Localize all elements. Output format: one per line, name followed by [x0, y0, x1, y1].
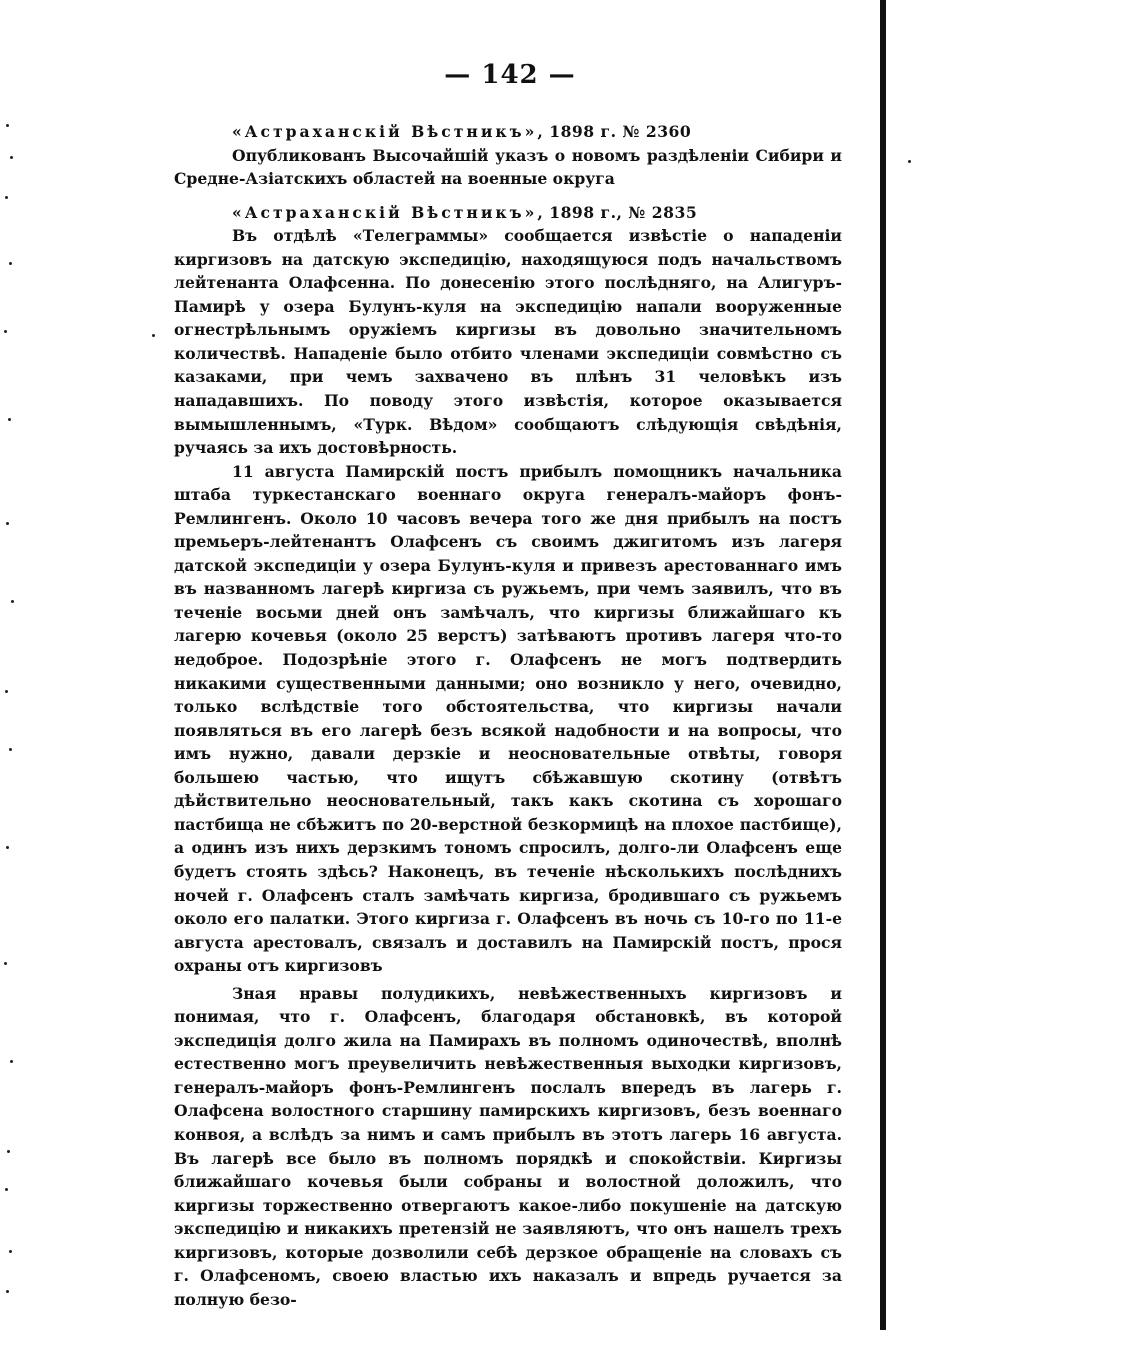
scan-speck: [5, 690, 8, 693]
source-line: [174, 120, 842, 144]
page-number: — 142 —: [444, 60, 576, 90]
source-line: [174, 201, 842, 225]
scan-speck: [4, 962, 7, 965]
scan-speck: [5, 1188, 8, 1191]
scan-speck: [8, 418, 11, 421]
paragraph: Въ отдѣлѣ «Телеграммы» сообщается извѣстіе о нападеніи киргизовъ на датскую экспедицію, находящуюся подъ начальствомъ лейтенанта Олафсенна. По донесенію этого послѣдняго, на Алигуръ-Памирѣ у озера Булунъ-куля на экспедицію напали вооруженные огнестрѣльнымъ оружіемъ киргизы въ довольно значительномъ количествѣ. Нападеніе было отбито членами экспедиціи совмѣстно съ казаками, при чемъ захвачено въ плѣнъ 31 человѣкъ изъ нападавшихъ. По поводу этого извѣстія, которое оказывается вымышленнымъ, «Турк. Вѣдом» сообщаютъ слѣдующія свѣдѣнія, ручаясь за ихъ достовѣрность.: [174, 226, 842, 458]
scan-speck: [10, 1060, 13, 1063]
scan-speck: [7, 1150, 10, 1153]
scan-speck: [9, 262, 12, 265]
scan-speck: [11, 600, 14, 603]
scan-speck: [6, 1290, 9, 1293]
paragraph: 11 августа Памирскій постъ прибылъ помощникъ начальника штаба туркестанскаго военнаго округа генералъ-майоръ фонъ-Ремлингенъ. Около 10 часовъ вечера того же дня прибылъ на постъ премьеръ-лейтенантъ Олафсенъ съ своимъ джигитомъ изъ лагеря датской экспедиціи у озера Булунъ-куля и привезъ арестованнаго имъ въ названномъ лагерѣ киргиза съ ружьемъ, при чемъ заявилъ, что въ теченіе восьми дней онъ замѣчалъ, что киргизы ближайшаго къ лагерю кочевья (около 25 верстъ) затѣваютъ противъ лагеря что-то недоброе. Подозрѣніе этого г. Олафсенъ не могъ подтвердить никакими существенными данными; оно возникло у него, очевидно, только вслѣдствіе того обстоятельства, что киргизы начали появляться въ его лагерѣ безъ всякой надобности и на вопросы, что имъ нужно, давали дерзкіе и неосновательные отвѣты, говоря большею частью, что ищутъ сбѣжавшую скотину (отвѣтъ дѣйствительно неосновательный, такъ какъ скотина съ хорошаго пастбища не сбѣжитъ по 20-верстной безкормицѣ на плохое пастбище), а одинъ изъ нихъ дерзкимъ тономъ спросилъ, долго-ли Олафсенъ еще будетъ стоять здѣсь? Наконецъ, въ теченіе нѣсколькихъ послѣднихъ ночей г. Олафсенъ сталъ замѣчать киргиза, бродившаго съ ружьемъ около его палатки. Этого киргиза г. Олафсенъ въ ночь съ 10-го по 11-е августа арестовалъ, связалъ и доставилъ на Памирскій постъ, прося охраны отъ киргизовъ: [174, 461, 842, 976]
publication-issue: , 1898 г., № 2835: [537, 202, 698, 222]
scan-speck: [5, 196, 8, 199]
paragraph: Зная нравы полудикихъ, невѣжественныхъ киргизовъ и понимая, что г. Олафсенъ, благодаря обстановкѣ, въ которой экспедиція долго жила на Памирахъ въ полномъ одиночествѣ, вполнѣ естественно могъ преувеличить невѣжественныя выходки киргизовъ, генералъ-майоръ фонъ-Ремлингенъ послалъ впередъ въ лагерь г. Олафсена волостного старшину памирскихъ киргизовъ, безъ военнаго конвоя, а вслѣдъ за нимъ и самъ прибылъ въ этотъ лагерь 16 августа. Въ лагерѣ все было въ полномъ порядкѣ и спокойствіи. Киргизы ближайшаго кочевья были собраны и волостной доложилъ, что киргизы торжественно отвергаютъ какое-либо покушеніе на датскую экспедицію и никакихъ претензій не заявляютъ, что онъ нашелъ трехъ киргизовъ, которые дозволили себѣ дерзкое обращеніе на словахъ съ г. Олафсеномъ, своею властью ихъ наказалъ и впредь ручается за полную безо-: [174, 983, 842, 1309]
vertical-rule: [880, 0, 886, 1330]
scan-speck: [6, 124, 9, 127]
scan-speck: [6, 522, 9, 525]
paragraph: Опубликованъ Высочайшій указъ о новомъ раздѣленіи Сибири и Средне-Азіатскихъ областей на военные округа: [174, 145, 842, 189]
publication-title: «Астраханскій Вѣстникъ»: [232, 202, 538, 222]
scan-speck: [10, 156, 13, 159]
text-column: [174, 120, 842, 1311]
scan-speck: [9, 1250, 12, 1253]
scan-speck: [152, 334, 155, 337]
scan-speck: [908, 160, 911, 163]
scan-speck: [6, 846, 9, 849]
scan-speck: [9, 748, 12, 751]
publication-title: «Астраханскій Вѣстникъ»: [232, 122, 538, 141]
publication-issue: , 1898 г. № 2360: [537, 122, 692, 141]
scan-speck: [4, 330, 7, 333]
